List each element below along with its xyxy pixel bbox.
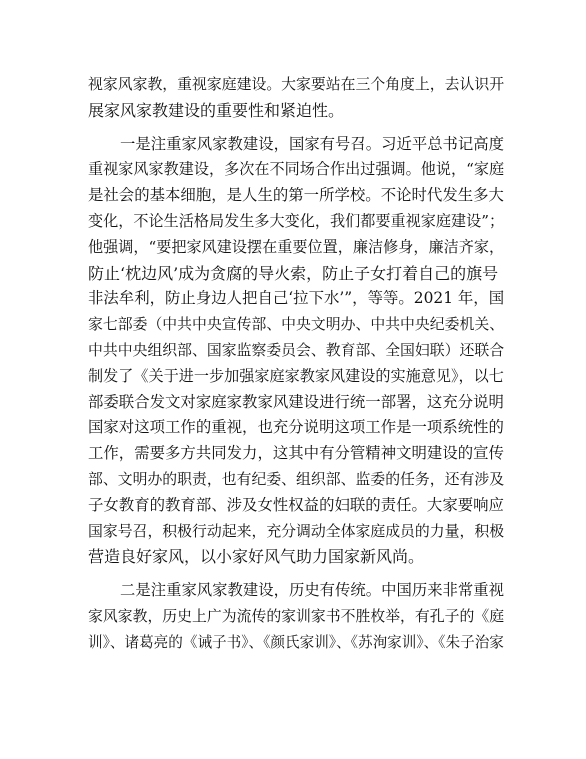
text-line: 子女教育的教育部、涉及女性权益的妇联的责任。大家要响应 — [88, 495, 504, 514]
paragraph-1 — [88, 72, 504, 124]
document-body — [88, 72, 504, 664]
text-line: 防止‘枕边风’成为贪腐的导火索，防止子女打着自己的旗号 — [88, 263, 499, 283]
text-line: 家七部委（中共中央宣传部、中央文明办、中共中央纪委机关、 — [88, 315, 505, 334]
paragraph-3 — [88, 578, 504, 655]
text-line: 重视家风家教建设，多次在不同场合作出过强调。他说，“家庭 — [88, 160, 505, 179]
text-line: 工作，需要多方共同发力，这其中有分管精神文明建设的宣传 — [88, 444, 504, 463]
text-line: 国家号召，积极行动起来，充分调动全体家庭成员的力量，积极 — [88, 521, 505, 540]
text-line: 中共中央组织部、国家监察委员会、教育部、全国妇联）还联合 — [88, 340, 505, 359]
text-line: 是社会的基本细胞，是人生的第一所学校。不论时代发生多大 — [88, 186, 504, 205]
text-line: 部委联合发文对家庭家教家风建设进行统一部署，这充分说明 — [88, 392, 504, 411]
text-line: 家风家教，历史上广为流传的家训家书不胜枚举，有孔子的《庭 — [88, 606, 505, 625]
text-line: 视家风家教，重视家庭建设。大家要站在三个角度上，去认识开 — [88, 75, 505, 93]
text-line: 营造良好家风，以小家好风气助力国家新风尚。 — [88, 547, 425, 567]
paragraph-2 — [88, 132, 504, 571]
text-line: 二是注重家风家教建设，历史有传统。中国历来非常重视 — [120, 581, 504, 600]
text-line: 一是注重家风家教建设，国家有号召。习近平总书记高度 — [120, 134, 504, 153]
text-line: 非法牟利，防止身边人把自己‘拉下水’”，等等。2021 年，国 — [88, 289, 505, 308]
text-line: 变化，不论生活格局发生多大变化，我们都要重视家庭建设”； — [88, 211, 505, 230]
text-line: 国家对这项工作的重视，也充分说明这项工作是一项系统性的 — [88, 418, 504, 437]
text-line: 制发了《关于进一步加强家庭家教家风建设的实施意见》，以七 — [88, 366, 504, 385]
text-line: 部、文明办的职责，也有纪委、组织部、监委的任务，还有涉及 — [88, 469, 505, 488]
text-line: 他强调，“要把家风建设摆在重要位置，廉洁修身，廉洁齐家， — [88, 237, 505, 256]
text-line: 训》、诸葛亮的《诫子书》、《颜氏家训》、《苏洵家训》、《朱子治家 — [88, 633, 504, 651]
text-line: 展家风家教建设的重要性和紧迫性。 — [88, 100, 345, 120]
